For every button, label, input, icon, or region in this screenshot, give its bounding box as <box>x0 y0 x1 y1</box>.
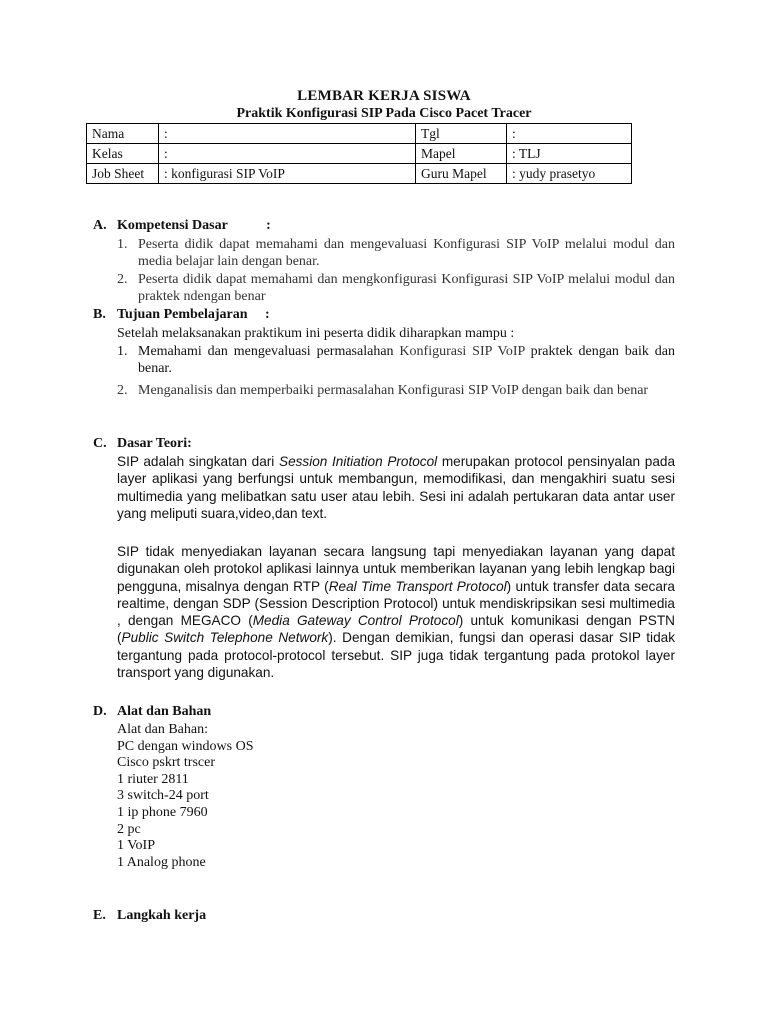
list-item: 1 Analog phone <box>117 854 206 870</box>
table-cell: : yudy prasetyo <box>507 164 632 184</box>
list-item: 3 switch-24 port <box>117 788 209 804</box>
table-cell: Guru Mapel <box>416 164 507 184</box>
item-number: 1. <box>117 237 128 252</box>
list-item: 2 pc <box>117 821 141 837</box>
item-number: 1. <box>117 344 128 359</box>
item-number: 2. <box>117 272 128 287</box>
table-cell: : konfigurasi SIP VoIP <box>159 164 416 184</box>
list-item <box>117 382 675 399</box>
table-cell: : <box>507 124 632 144</box>
theory-paragraph-2: SIP tidak menyediakan layanan secara langsung tapi menyediakan layanan yang dapat digunakan oleh protokol aplikasi lainnya untuk memberikan layanan yang lebih lengkap bagi pengguna, misalnya dengan RTP (Real Time Transport Protocol) untuk transfer data secara realtime, dengan SDP (Session Description Protocol) untuk mendiskripsikan sesi multimedia , dengan MEGACO (Media Gateway Control Protocol) untuk komunikasi dengan PSTN (Public Switch Telephone Network). Dengan demikian, fungsi dan operasi dasar SIP tidak tergantung pada protocol-protocol tersebut. SIP juga tidak tergantung pada protokol layer transport yang digunakan. <box>117 544 675 681</box>
item-text: Memahami dan mengevaluasi permasalahan Konfigurasi SIP VoIP praktek dengan baik dan benar. <box>138 344 676 376</box>
table-row <box>87 164 632 184</box>
table-cell: Tgl <box>416 124 507 144</box>
list-item: 1 ip phone 7960 <box>117 804 208 820</box>
section-letter: D. <box>93 704 107 719</box>
list-item <box>117 271 675 305</box>
table-cell: : <box>159 124 416 144</box>
list-item: PC dengan windows OS <box>117 738 254 754</box>
item-text: Menganalisis dan memperbaiki permasalahan Konfigurasi SIP VoIP dengan baik dan benar <box>138 383 649 398</box>
student-info-table <box>86 123 632 184</box>
section-title: Dasar Teori: <box>117 436 192 451</box>
section-letter: A. <box>93 218 107 233</box>
item-text: Peserta didik dapat memahami dan mengevaluasi Konfigurasi SIP VoIP melalui modul dan media belajar lain dengan benar. <box>138 237 675 269</box>
section-title: Alat dan Bahan <box>117 704 212 719</box>
section-title: Langkah kerja <box>117 908 207 923</box>
list-item: Alat dan Bahan: <box>117 722 208 737</box>
section-letter: C. <box>93 436 107 451</box>
document-subtitle: Praktik Konfigurasi SIP Pada Cisco Pacet Tracer <box>236 106 532 121</box>
table-row <box>87 144 632 164</box>
list-item: 1 VoIP <box>117 838 156 854</box>
list-item <box>117 343 675 377</box>
theory-paragraph-1: SIP adalah singkatan dari Session Initiation Protocol merupakan protocol pensinyalan pada layer aplikasi yang berfungsi untuk membangun, memodifikasi, dan mengakhiri suatu sesi multimedia yang melibatkan satu user atau lebih. Sesi ini adalah pertukaran data antar user yang meliputi suara,video,dan text. <box>117 454 675 521</box>
table-cell: Kelas <box>87 144 159 164</box>
list-item <box>117 236 675 270</box>
section-letter: B. <box>93 307 106 322</box>
materials-list <box>117 722 254 871</box>
table-cell: Mapel <box>416 144 507 164</box>
section-letter: E. <box>93 908 106 923</box>
list-item: Cisco pskrt trscer <box>117 755 215 771</box>
section-title: Kompetensi Dasar : <box>117 218 271 233</box>
section-title: Tujuan Pembelajaran : <box>117 307 270 322</box>
list-item: 1 riuter 2811 <box>117 771 189 787</box>
table-cell: : TLJ <box>507 144 632 164</box>
table-row <box>87 124 632 144</box>
item-text: Peserta didik dapat memahami dan mengkonfigurasi Konfigurasi SIP VoIP melalui modul dan praktek ndengan benar <box>138 272 675 304</box>
document-title: LEMBAR KERJA SISWA <box>297 88 471 104</box>
table-cell: : <box>159 144 416 164</box>
table-cell: Nama <box>87 124 159 144</box>
item-number: 2. <box>117 383 128 398</box>
section-intro: Setelah melaksanakan praktikum ini peserta didik diharapkan mampu : <box>117 326 515 341</box>
table-cell: Job Sheet <box>87 164 159 184</box>
